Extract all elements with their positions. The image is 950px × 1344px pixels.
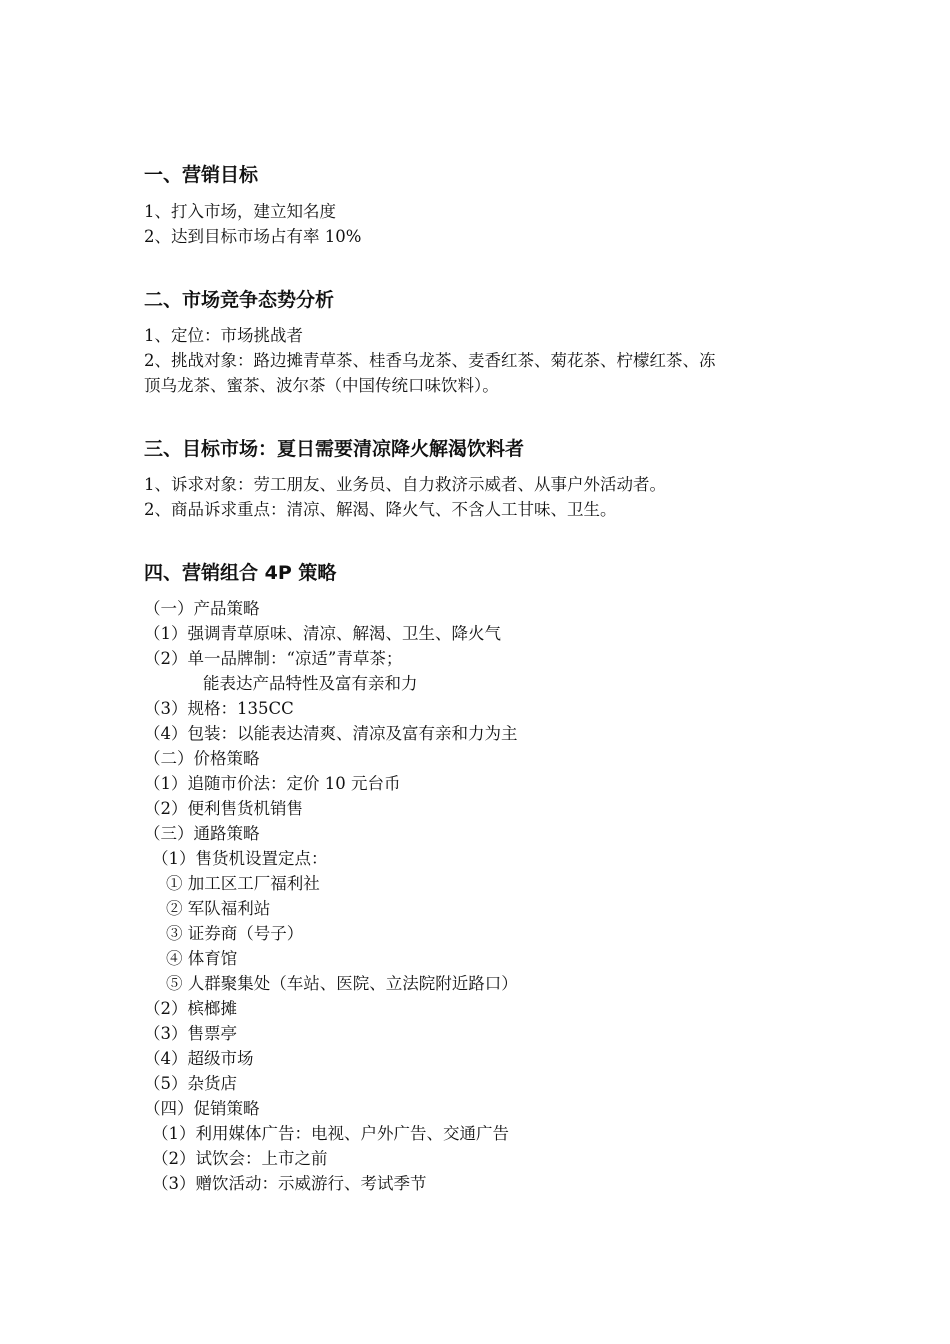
target-line-2: 2、商品诉求重点：清凉、解渴、降火气、不含人工甘味、卫生。 — [144, 500, 617, 519]
product-item-1: （1）强调青草原味、清凉、解渴、卫生、降火气 — [144, 624, 501, 643]
channel-item-3: （3）售票亭 — [144, 1024, 237, 1043]
channel-subitem-4: ④ 体育馆 — [166, 949, 238, 968]
section-heading-marketing-goals: 一、营销目标 — [144, 164, 259, 186]
price-strategy-title: （二）价格策略 — [144, 749, 260, 768]
channel-item-5: （5）杂货店 — [144, 1074, 237, 1093]
product-item-2-cont: 能表达产品特性及富有亲和力 — [203, 674, 418, 693]
channel-subitem-1: ① 加工区工厂福利社 — [166, 874, 320, 893]
product-strategy-title: （一）产品策略 — [144, 599, 260, 618]
competition-line-2: 2、挑战对象：路边摊青草茶、桂香乌龙茶、麦香红茶、菊花茶、柠檬红茶、冻 — [144, 351, 716, 370]
channel-strategy-title: （三）通路策略 — [144, 824, 260, 843]
goal-line-1: 1、打入市场，建立知名度 — [144, 202, 336, 221]
promotion-item-3: （3）赠饮活动：示威游行、考试季节 — [152, 1174, 427, 1193]
product-item-3: （3）规格：135CC — [144, 699, 294, 718]
promotion-strategy-title: （四）促销策略 — [144, 1099, 260, 1118]
channel-item-1: （1）售货机设置定点： — [152, 849, 328, 868]
competition-line-3: 顶乌龙茶、蜜茶、波尔茶（中国传统口味饮料）。 — [144, 376, 499, 395]
channel-subitem-3: ③ 证券商（号子） — [166, 924, 304, 943]
section-heading-4p-strategy: 四、营销组合 4P 策略 — [144, 562, 337, 584]
price-item-1: （1）追随市价法：定价 10 元台币 — [144, 774, 401, 793]
product-item-4: （4）包装：以能表达清爽、清凉及富有亲和力为主 — [144, 724, 518, 743]
goal-line-2: 2、达到目标市场占有率 10% — [144, 227, 362, 246]
channel-item-4: （4）超级市场 — [144, 1049, 254, 1068]
product-item-2: （2）单一品牌制：“凉适”青草茶； — [144, 649, 403, 668]
price-item-2: （2）便利售货机销售 — [144, 799, 303, 818]
channel-subitem-2: ② 军队福利站 — [166, 899, 271, 918]
promotion-item-1: （1）利用媒体广告：电视、户外广告、交通广告 — [152, 1124, 509, 1143]
section-heading-target-market: 三、目标市场：夏日需要清凉降火解渴饮料者 — [144, 438, 525, 460]
channel-item-2: （2）槟榔摊 — [144, 999, 237, 1018]
section-heading-competition: 二、市场竞争态势分析 — [144, 289, 335, 311]
channel-subitem-5: ⑤ 人群聚集处（车站、医院、立法院附近路口） — [166, 974, 518, 993]
target-line-1: 1、诉求对象：劳工朋友、业务员、自力救济示威者、从事户外活动者。 — [144, 475, 666, 494]
promotion-item-2: （2）试饮会：上市之前 — [152, 1149, 328, 1168]
competition-line-1: 1、定位：市场挑战者 — [144, 326, 303, 345]
